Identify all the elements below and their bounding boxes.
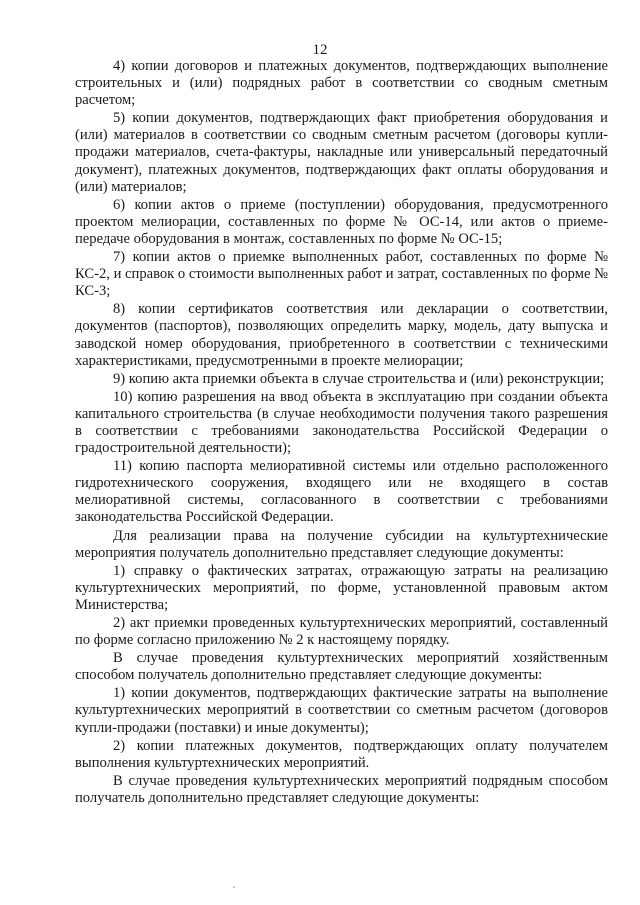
paragraph-item-11-system-passport: 11) копию паспорта мелиоративной системы или отдельно расположенного гидротехнического сооружения, входящего или не входящего в состав мелиоративной системы, согласованного в соответствии с требованиями законодательства Российской Федерации.	[75, 458, 608, 526]
paragraph-in-house-method-intro: В случае проведения культуртехнических мероприятий хозяйственным способом получатель дополнительно представляет следующие документы:	[75, 650, 608, 684]
paragraph-item-10-commissioning-permit: 10) копию разрешения на ввод объекта в эксплуатацию при создании объекта капитального строительства (в случае необходимости получения такого разрешения в соответствии с требованиями законодательства Российской Федерации о градостроительной деятельности);	[75, 388, 608, 457]
page-number: 12	[312, 42, 328, 58]
document-body	[75, 58, 608, 807]
paragraph-in-house-item-2-payment-docs: 2) копии платежных документов, подтверждающих оплату получателем выполнения культуртехнических мероприятий.	[75, 737, 608, 771]
paragraph-cultural-item-1-cost-statement: 1) справку о фактических затратах, отражающую затраты на реализацию культуртехнических мероприятий, по форме, установленной правовым актом Министерства;	[75, 562, 608, 613]
paragraph-in-house-item-1-cost-docs: 1) копии документов, подтверждающих фактические затраты на выполнение культуртехнических мероприятий в соответствии со сметным расчетом (договоров купли-продажи (поставки) и иные документы);	[75, 685, 608, 736]
paragraph-item-6-equipment-acceptance-acts: 6) копии актов о приеме (поступлении) оборудования, предусмотренного проектом мелиорации, составленных по форме № ОС-14, или актов о приеме-передаче оборудования в монтаж, составленных по форме № ОС-15;	[75, 196, 608, 247]
paragraph-item-7-work-acceptance-acts: 7) копии актов о приемке выполненных работ, составленных по форме № КС-2, и справок о стоимости выполненных работ и затрат, составленных по форме № КС-3;	[75, 249, 608, 300]
paragraph-item-4-construction-contracts: 4) копии договоров и платежных документов, подтверждающих выполнение строительных и (или) подрядных работ в соответствии со сводным сметным расчетом;	[75, 58, 608, 109]
paragraph-item-8-certificates: 8) копии сертификатов соответствия или декларации о соответствии, документов (паспортов), позволяющих определить марку, модель, дату выпуска и заводской номер оборудования, приобретенного в соответствии с техническими характеристиками, предусмотренными в проекте мелиорации;	[75, 301, 608, 369]
paragraph-item-5-equipment-purchase-docs: 5) копии документов, подтверждающих факт приобретения оборудования и (или) материалов в соответствии со сводным сметным расчетом (договоры купли-продажи материалов, счета-фактуры, накладные или универсальный передаточный документ), платежных документов, подтверждающих факт оплаты оборудования и (или) материалов;	[75, 110, 608, 195]
paragraph-contract-method-intro: В случае проведения культуртехнических мероприятий подрядным способом получатель дополнительно представляет следующие документы:	[75, 772, 608, 806]
paragraph-item-9-object-acceptance-act: 9) копию акта приемки объекта в случае строительства и (или) реконструкции;	[113, 370, 605, 387]
paragraph-cultural-measures-intro: Для реализации права на получение субсидии на культуртехнические мероприятия получатель дополнительно представляет следующие документы:	[75, 527, 608, 561]
paragraph-cultural-item-2-acceptance-act: 2) акт приемки проведенных культуртехнических мероприятий, составленный по форме согласно приложению № 2 к настоящему порядку.	[75, 615, 608, 649]
scan-artifact-dot	[233, 886, 235, 888]
